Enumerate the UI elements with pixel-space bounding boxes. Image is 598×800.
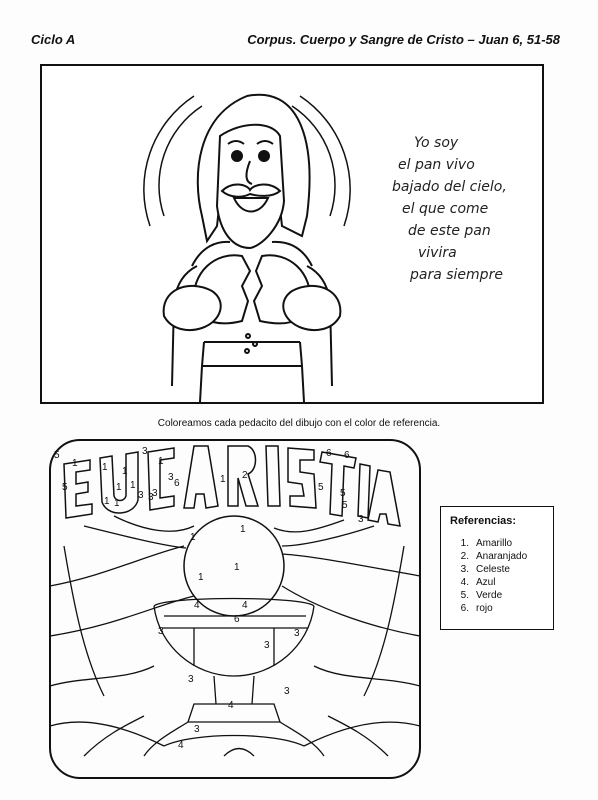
reference-number: 2. bbox=[460, 551, 469, 562]
cycle-label: Ciclo A bbox=[31, 32, 76, 47]
region-number: 1 bbox=[122, 466, 128, 477]
reference-item bbox=[441, 563, 527, 576]
reference-item bbox=[441, 602, 527, 615]
color-by-number-puzzle bbox=[44, 436, 428, 782]
region-number: 1 bbox=[220, 474, 226, 485]
verse-line: el pan vivo bbox=[398, 157, 475, 173]
region-number: 4 bbox=[228, 700, 234, 711]
region-number: 3 bbox=[294, 628, 300, 639]
region-number: 4 bbox=[178, 740, 184, 751]
illustration-frame bbox=[40, 64, 544, 404]
reference-item bbox=[441, 576, 527, 589]
region-number: 1 bbox=[104, 496, 110, 507]
region-number: 1 bbox=[158, 456, 164, 467]
reference-color: Celeste bbox=[476, 564, 510, 575]
region-number: 6 bbox=[344, 450, 350, 461]
verse-line: para siempre bbox=[410, 267, 503, 283]
reference-number: 4. bbox=[460, 577, 469, 588]
region-number: 5 bbox=[54, 450, 60, 461]
region-number: 1 bbox=[130, 480, 136, 491]
reference-color: rojo bbox=[476, 603, 493, 614]
reference-number: 6. bbox=[460, 603, 469, 614]
region-number: 3 bbox=[264, 640, 270, 651]
region-number: 1 bbox=[116, 482, 122, 493]
region-number: 1 bbox=[102, 462, 108, 473]
region-number: 1 bbox=[190, 532, 196, 543]
region-number: 3 bbox=[158, 626, 164, 637]
region-number: 1 bbox=[72, 458, 78, 469]
region-number: 4 bbox=[194, 600, 200, 611]
page-header bbox=[0, 32, 598, 52]
region-number: 3 bbox=[188, 674, 194, 685]
region-number: 3 bbox=[284, 686, 290, 697]
reference-color: Verde bbox=[476, 590, 503, 601]
region-number: 6 bbox=[326, 448, 332, 459]
region-number: 3 bbox=[194, 724, 200, 735]
jesus-bread-illustration bbox=[102, 66, 402, 402]
reference-number: 5. bbox=[460, 590, 469, 601]
verse-text bbox=[392, 132, 542, 286]
reference-color: Azul bbox=[476, 577, 496, 588]
verse-line: de este pan bbox=[408, 223, 491, 239]
instruction-text: Coloreamos cada pedacito del dibujo con el color de referencia. bbox=[157, 418, 441, 429]
verse-line: vivira bbox=[418, 245, 457, 261]
references-list bbox=[441, 537, 527, 615]
reference-item bbox=[441, 550, 527, 563]
region-number: 1 bbox=[234, 562, 240, 573]
region-number: 3 bbox=[142, 446, 148, 457]
reference-number: 1. bbox=[460, 538, 469, 549]
verse-line: Yo soy bbox=[414, 135, 459, 151]
references-title: Referencias: bbox=[450, 515, 517, 527]
reference-number: 3. bbox=[460, 564, 469, 575]
region-number: 2 bbox=[242, 470, 248, 481]
color-references-box bbox=[440, 506, 554, 630]
reference-item bbox=[441, 537, 527, 550]
region-number: 5 bbox=[340, 488, 346, 499]
reference-color: Amarillo bbox=[476, 538, 513, 549]
region-number: 3 bbox=[168, 472, 174, 483]
region-number: 3 bbox=[358, 514, 364, 525]
reference-item bbox=[441, 589, 527, 602]
region-number: 4 bbox=[242, 600, 248, 611]
region-number: 6 bbox=[174, 478, 180, 489]
region-number: 3 bbox=[148, 492, 154, 503]
reference-color: Anaranjado bbox=[476, 551, 528, 562]
page-title: Corpus. Cuerpo y Sangre de Cristo – Juan 6, 51-58 bbox=[247, 32, 560, 47]
region-number: 5 bbox=[62, 482, 68, 493]
region-number: 1 bbox=[240, 524, 246, 535]
region-number: 1 bbox=[114, 498, 120, 509]
region-number: 3 bbox=[138, 490, 144, 501]
region-number: 1 bbox=[198, 572, 204, 583]
verse-line: el que come bbox=[402, 201, 489, 217]
verse-line: bajado del cielo, bbox=[392, 179, 507, 195]
region-number: 6 bbox=[234, 614, 240, 625]
region-number: 5 bbox=[342, 500, 348, 511]
region-number: 3 bbox=[152, 488, 158, 499]
region-number: 5 bbox=[318, 482, 324, 493]
